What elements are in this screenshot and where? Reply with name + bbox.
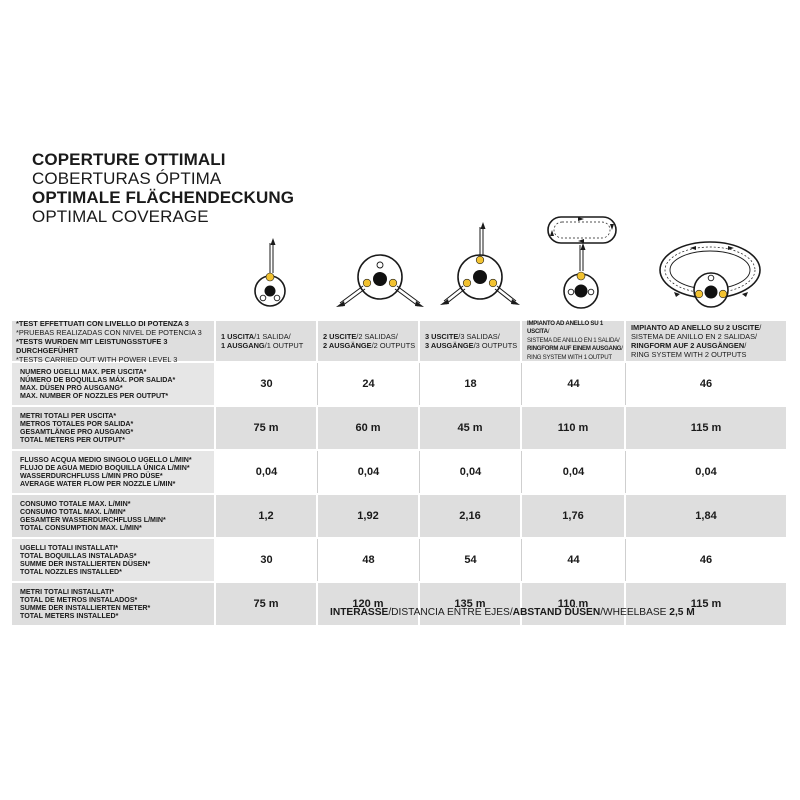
table-cell: 2,16 — [420, 495, 522, 537]
row-label-line: GESAMTLÄNGE PRO AUSGANG* — [20, 428, 134, 436]
table-cell: 75 m — [216, 583, 318, 625]
row-label-line: GESAMTER WASSERDURCHFLUSS L/MIN* — [20, 516, 166, 524]
title-it: COPERTURE OTTIMALI — [32, 150, 226, 169]
power-level-note — [12, 318, 216, 364]
title-es: COBERTURAS ÓPTIMA — [32, 169, 222, 188]
column-header-text: / — [621, 345, 623, 353]
three-outputs-diagram-icon — [432, 215, 534, 315]
wheelbase-note-text: /DISTANCIA ENTRE EJES/ — [388, 607, 513, 618]
wheelbase-note-text: ABSTAND DÜSEN — [512, 607, 601, 618]
row-label — [12, 539, 216, 581]
row-label-line: SUMME DER INSTALLIERTEN METER* — [20, 604, 151, 612]
column-header-text: /2 OUTPUTS — [371, 341, 416, 350]
column-header-text: IMPIANTO AD ANELLO SU 1 USCITA — [527, 319, 603, 336]
table-cell: 1,76 — [522, 495, 626, 537]
column-header-line — [221, 332, 316, 341]
column-header-text: 1 AUSGANG — [221, 341, 265, 350]
column-header-line — [425, 332, 520, 341]
table-cell: 0,04 — [522, 451, 626, 493]
table-cell: 60 m — [318, 407, 420, 449]
table-cell: 0,04 — [420, 451, 522, 493]
row-label-line: TOTAL DE METROS INSTALADOS* — [20, 595, 138, 604]
column-header-text: /1 OUTPUT — [264, 341, 304, 350]
column-header-text: 1 USCITA — [221, 332, 255, 341]
table-cell: 46 — [626, 363, 786, 405]
col-header-3-outputs — [420, 321, 522, 361]
row-label — [12, 407, 216, 449]
table-row — [12, 583, 786, 627]
title-de: OPTIMALE FLÄCHENDECKUNG — [32, 188, 295, 207]
table-cell: 45 m — [420, 407, 522, 449]
row-label-line: MAX. NUMBER OF NOZZLES PER OUTPUT* — [20, 392, 169, 401]
row-label-line: MAX. DÜSEN PRO AUSGANG* — [20, 384, 123, 392]
table-cell: 30 — [216, 363, 318, 405]
one-output-diagram-icon — [236, 215, 338, 315]
table-row — [12, 363, 786, 407]
column-header-line — [527, 337, 624, 346]
table-cell: 1,84 — [626, 495, 786, 537]
row-label-line: FLUSSO ACQUA MEDIO SINGOLO UGELLO L/MIN* — [20, 455, 192, 464]
table-cell: 115 m — [626, 407, 786, 449]
table-row — [12, 539, 786, 583]
table-row — [12, 451, 786, 495]
row-label-line: TOTAL METERS INSTALLED* — [20, 612, 119, 621]
row-label — [12, 451, 216, 493]
title-en: OPTIMAL COVERAGE — [32, 207, 209, 226]
row-label-line: TOTAL METERS PER OUTPUT* — [20, 436, 125, 445]
row-label-line: TOTAL CONSUMPTION MAX. L/MIN* — [20, 524, 142, 533]
row-label-line: METRI TOTALI INSTALLATI* — [20, 587, 115, 596]
column-header-line — [425, 341, 520, 350]
table-cell: 48 — [318, 539, 420, 581]
row-label-line: AVERAGE WATER FLOW PER NOZZLE L/MIN* — [20, 480, 176, 489]
col-header-2-outputs — [318, 321, 420, 361]
table-cell: 75 m — [216, 407, 318, 449]
table-cell: 24 — [318, 363, 420, 405]
table-cell: 135 m — [420, 583, 522, 625]
row-label-line: METRI TOTALI PER USCITA* — [20, 411, 117, 420]
table-cell: 18 — [420, 363, 522, 405]
column-header-line — [527, 354, 624, 363]
table-cell: 1,92 — [318, 495, 420, 537]
row-label-line: TOTAL BOQUILLAS INSTALADAS* — [20, 551, 137, 560]
column-header-line — [527, 345, 624, 354]
wheelbase-note-text: INTERASSE — [330, 607, 389, 618]
row-label-line: NÚMERO DE BOQUILLAS MÁX. POR SALIDA* — [20, 375, 176, 384]
row-label — [12, 363, 216, 405]
row-label-line: METROS TOTALES POR SALIDA* — [20, 419, 134, 428]
table-row — [12, 495, 786, 539]
column-header-text: / — [547, 328, 550, 336]
table-cell: 1,2 — [216, 495, 318, 537]
col-header-ring-1-output — [522, 321, 626, 361]
ring-two-outputs-diagram-icon — [650, 215, 780, 315]
column-header-line — [323, 332, 418, 341]
column-header-text: /3 SALIDAS/ — [458, 332, 500, 341]
power-level-note-line: *TEST EFFETTUATI CON LIVELLO DI POTENZA 3 — [16, 318, 189, 328]
column-header-text: RINGFORM AUF 2 AUSGÄNGEN — [631, 341, 745, 350]
table-cell: 120 m — [318, 583, 420, 625]
table-cell: 44 — [522, 363, 626, 405]
row-label-line: CONSUMO TOTALE MAX. L/MIN* — [20, 499, 131, 508]
column-header-line — [527, 320, 624, 337]
column-header-line — [631, 332, 786, 341]
column-header-text: / — [744, 341, 747, 350]
column-header-line — [221, 341, 316, 350]
column-header-text: SISTEMA DE ANILLO EN 1 SALIDA/ — [527, 336, 620, 344]
row-label — [12, 495, 216, 537]
table-cell: 110 m — [522, 407, 626, 449]
column-header-text: SISTEMA DE ANILLO EN 2 SALIDAS/ — [631, 332, 758, 341]
column-header-text: /3 OUTPUTS — [473, 341, 518, 350]
table-cell: 110 m — [522, 583, 626, 625]
table-cell: 0,04 — [216, 451, 318, 493]
power-level-note-line: *TESTS WURDEN MIT LEISTUNGSSTUFE 3 DURCHGEFÜHRT — [16, 336, 168, 355]
row-label-line: WASSERDURCHFLUSS L/MIN PRO DÜSE* — [20, 472, 163, 480]
power-level-note-line: *TESTS CARRIED OUT WITH POWER LEVEL 3 — [16, 354, 178, 364]
table-cell: 54 — [420, 539, 522, 581]
table-row — [12, 407, 786, 451]
row-label-line: FLUJO DE AGUA MEDIO BOQUILLA ÚNICA L/MIN* — [20, 463, 190, 472]
ring-one-output-diagram-icon — [534, 215, 638, 315]
column-header-line — [631, 323, 786, 332]
row-label-line: UGELLI TOTALI INSTALLATI* — [20, 543, 118, 552]
power-level-note-line: *PRUEBAS REALIZADAS CON NIVEL DE POTENCIA 3 — [16, 327, 202, 337]
table-cell: 115 m — [626, 583, 786, 625]
column-header-line — [631, 341, 786, 350]
column-header-line — [631, 350, 786, 359]
column-header-text: 2 AUSGÄNGE — [323, 341, 372, 350]
row-label-line: SUMME DER INSTALLIERTEN DÜSEN* — [20, 560, 151, 568]
row-label — [12, 583, 216, 625]
col-header-1-output — [216, 321, 318, 361]
column-header-text: IMPIANTO AD ANELLO SU 2 USCITE — [631, 323, 760, 332]
table-cell: 0,04 — [318, 451, 420, 493]
column-header-text: 2 USCITE — [323, 332, 357, 341]
two-outputs-diagram-icon — [330, 215, 432, 315]
wheelbase-note-text: 2,5 M — [669, 607, 695, 618]
coverage-table — [12, 318, 786, 627]
col-header-ring-2-outputs — [626, 321, 786, 361]
wheelbase-note-text: /WHEELBASE — [600, 607, 670, 618]
table-cell: 30 — [216, 539, 318, 581]
column-header-text: 3 AUSGÄNGE — [425, 341, 474, 350]
column-header-text: /1 SALIDA/ — [254, 332, 291, 341]
table-cell: 46 — [626, 539, 786, 581]
table-cell: 0,04 — [626, 451, 786, 493]
row-label-line: TOTAL NOZZLES INSTALLED* — [20, 568, 122, 577]
table-header-row — [12, 318, 786, 364]
column-header-text: RING SYSTEM WITH 2 OUTPUTS — [631, 350, 747, 359]
row-label-line: CONSUMO TOTAL MAX. L/MIN* — [20, 507, 126, 516]
row-label-line: NUMERO UGELLI MAX. PER USCITA* — [20, 367, 147, 376]
column-header-line — [323, 341, 418, 350]
column-header-text: RINGFORM AUF EINEM AUSGANG — [527, 345, 622, 353]
table-cell: 44 — [522, 539, 626, 581]
column-header-text: RING SYSTEM WITH 1 OUTPUT — [527, 353, 612, 361]
wheelbase-note — [330, 607, 695, 618]
column-header-text: 3 USCITE — [425, 332, 459, 341]
column-header-text: /2 SALIDAS/ — [356, 332, 398, 341]
column-header-text: / — [759, 323, 762, 332]
